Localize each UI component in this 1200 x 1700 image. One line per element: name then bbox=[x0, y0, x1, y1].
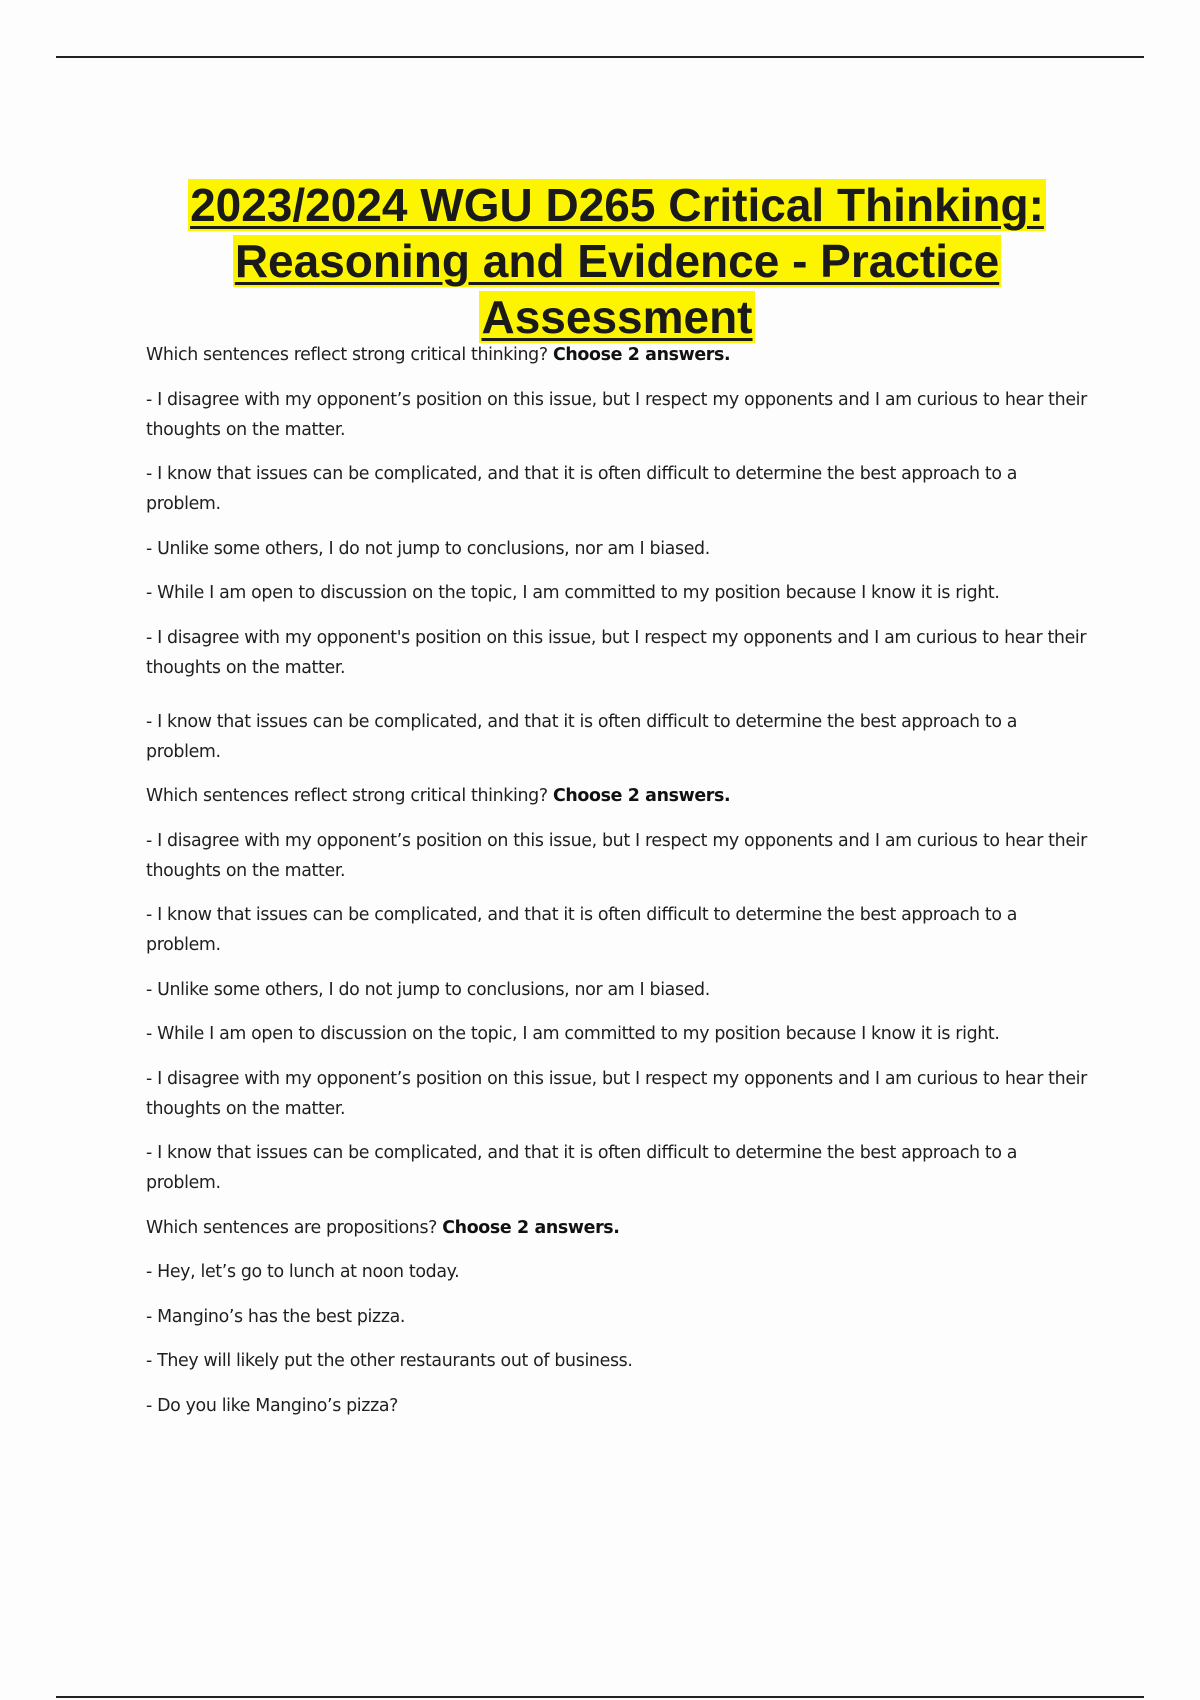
answer-option: - Mangino’s has the best pizza. bbox=[146, 1306, 406, 1327]
title-highlight: 2023/2024 WGU D265 Critical Thinking: Reasoning and Evidence - Practice Assessment bbox=[190, 178, 1044, 343]
answer-option: - Hey, let’s go to lunch at noon today. bbox=[146, 1262, 460, 1282]
answer-option: - I disagree with my opponent’s position on this issue, but I respect my opponents and I am curious to hear their thoughts on the matter. bbox=[146, 830, 1087, 881]
question-text: Which sentences reflect strong critical thinking? bbox=[146, 786, 548, 806]
question-text: Which sentences are propositions? bbox=[146, 1217, 438, 1238]
question-instruction: Choose 2 answers. bbox=[552, 345, 731, 365]
document-body bbox=[146, 340, 1096, 1435]
answer-option: - I know that issues can be complicated, and that it is often difficult to determine the best approach to a problem. bbox=[146, 905, 1018, 955]
answer-option: - While I am open to discussion on the topic, I am committed to my position because I know it is right. bbox=[146, 1024, 1000, 1044]
answer-option: - They will likely put the other restaurants out of business. bbox=[146, 1351, 633, 1371]
question bbox=[146, 781, 1096, 811]
answer-option: - I disagree with my opponent's position on this issue, but I respect my opponents and I am curious to hear their thoughts on the matter. bbox=[146, 627, 1087, 678]
answer-option: - I know that issues can be complicated, and that it is often difficult to determine the best approach to a problem. bbox=[146, 1143, 1018, 1193]
bottom-rule bbox=[56, 1696, 1144, 1698]
answer-option: - Unlike some others, I do not jump to conclusions, nor am I biased. bbox=[146, 538, 710, 559]
top-rule bbox=[56, 56, 1144, 58]
answer-option: - Unlike some others, I do not jump to conclusions, nor am I biased. bbox=[146, 979, 710, 1000]
question-instruction: Choose 2 answers. bbox=[552, 786, 731, 806]
answer-option: - While I am open to discussion on the topic, I am committed to my position because I know it is right. bbox=[146, 583, 1000, 603]
question-instruction: Choose 2 answers. bbox=[442, 1217, 620, 1238]
question bbox=[146, 1213, 1096, 1243]
question-text: Which sentences reflect strong critical thinking? bbox=[146, 345, 548, 365]
answer-option: - I disagree with my opponent’s position on this issue, but I respect my opponents and I am curious to hear their thoughts on the matter. bbox=[146, 1068, 1087, 1119]
answer-option: - I know that issues can be complicated, and that it is often difficult to determine the best approach to a problem. bbox=[146, 711, 1018, 762]
answer-option: - Do you like Mangino’s pizza? bbox=[146, 1395, 399, 1416]
answer-option: - I know that issues can be complicated, and that it is often difficult to determine the best approach to a problem. bbox=[146, 464, 1018, 514]
question bbox=[146, 340, 1096, 370]
answer-option: - I disagree with my opponent’s position on this issue, but I respect my opponents and I am curious to hear their thoughts on the matter. bbox=[146, 389, 1087, 440]
document-title bbox=[130, 177, 1104, 345]
